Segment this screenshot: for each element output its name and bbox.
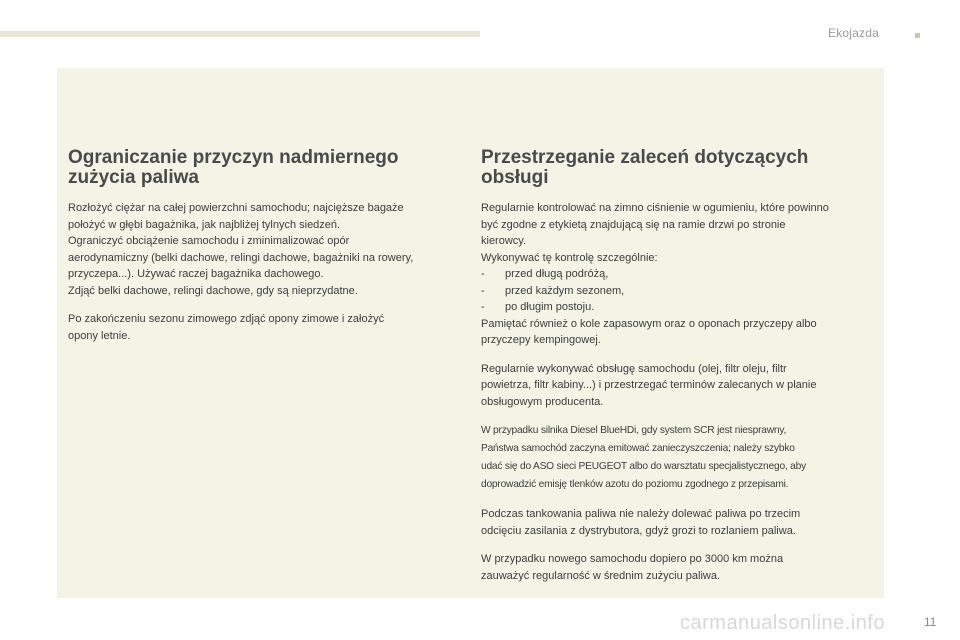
page-number: 11 xyxy=(924,615,937,629)
text-line: przyczepa...). Używać raczej bagażnika dachowego. xyxy=(68,268,324,280)
text-line: zauważyć regularność w średnim zużyciu paliwa. xyxy=(481,569,721,582)
right-paragraph-2 xyxy=(481,361,876,411)
text-line: Regularnie kontrolować na zimno ciśnienie w ogumieniu, które powinno xyxy=(481,202,829,214)
right-paragraph-4 xyxy=(481,506,876,539)
text-line: Pamiętać również o kole zapasowym oraz o oponach przyczepy albo xyxy=(481,317,817,330)
text-line: Regularnie wykonywać obsługę samochodu (olej, filtr oleju, filtr xyxy=(481,362,787,375)
text-line: doprowadzić emisję tlenków azotu do poziomu zgodnego z przepisami. xyxy=(481,479,789,490)
text-line: opony letnie. xyxy=(68,329,131,342)
text-line: Wykonywać tę kontrolę szczególnie: xyxy=(481,251,658,264)
check-list xyxy=(481,266,876,316)
text-line: Państwa samochód zaczyna emitować zanieczyszczenia; należy szybko xyxy=(481,443,795,454)
text-line: być zgodne z etykietą znajdującą się na ramie drzwi po stronie xyxy=(481,218,786,231)
watermark: carmanualsonline.info xyxy=(680,612,886,634)
text-line: odcięciu zasilania z dystrybutora, gdyż grozi to rozlaniem paliwa. xyxy=(481,524,796,537)
text-line: kierowcy. xyxy=(481,235,527,247)
left-heading xyxy=(68,148,458,188)
content-panel xyxy=(57,68,884,598)
text-line: położyć w głębi bagażnika, jak najbliżej tylnych siedzeń. xyxy=(68,218,341,231)
left-paragraph-1 xyxy=(68,200,458,299)
text-line: Ograniczyć obciążenie samochodu i zminimalizować opór xyxy=(68,235,350,247)
text-line: aerodynamiczny (belki dachowe, relingi dachowe, bagażniki na rowery, xyxy=(68,251,414,264)
text-line: przyczepy kempingowej. xyxy=(481,334,601,346)
text-line: Po zakończeniu sezonu zimowego zdjąć opony zimowe i założyć xyxy=(68,313,385,325)
right-heading xyxy=(481,148,876,188)
left-heading-line-1: Ograniczanie przyczyn nadmiernego xyxy=(68,147,399,168)
left-paragraph-2 xyxy=(68,311,458,344)
text-line: obsługowym producenta. xyxy=(481,395,604,408)
right-heading-line-2: obsługi xyxy=(481,167,549,188)
text-line: udać się do ASO sieci PEUGEOT albo do warsztatu specjalistycznego, aby xyxy=(481,461,806,472)
header-accent-bar xyxy=(0,31,480,37)
text-line: Rozłożyć ciężar na całej powierzchni samochodu; najcięższe bagaże xyxy=(68,202,404,214)
text-line: W przypadku nowego samochodu dopiero po 3000 km można xyxy=(481,553,784,565)
list-item: - przed każdym sezonem, xyxy=(481,283,876,300)
text-line: Zdjąć belki dachowe, relingi dachowe, gdy są nieprzydatne. xyxy=(68,284,358,297)
list-item: - przed długą podróżą, xyxy=(481,266,876,283)
tyre-pressure-block xyxy=(481,200,876,349)
left-column xyxy=(68,148,458,356)
text-line: powietrza, filtr kabiny...) i przestrzegać terminów zalecanych w planie xyxy=(481,379,817,391)
right-paragraph-3 xyxy=(481,422,876,494)
right-heading-line-1: Przestrzeganie zaleceń dotyczących xyxy=(481,147,809,168)
list-item: - po długim postoju. xyxy=(481,299,876,316)
left-heading-line-2: zużycia paliwa xyxy=(68,167,199,188)
text-line: Podczas tankowania paliwa nie należy dolewać paliwa po trzecim xyxy=(481,508,801,520)
right-paragraph-1b xyxy=(481,316,876,349)
right-paragraph-5 xyxy=(481,551,876,584)
text-line: W przypadku silnika Diesel BlueHDi, gdy system SCR jest niesprawny, xyxy=(481,425,787,436)
right-paragraph-1 xyxy=(481,200,876,266)
section-title: Ekojazda xyxy=(828,26,879,40)
right-column xyxy=(481,148,876,596)
section-marker xyxy=(915,33,920,38)
